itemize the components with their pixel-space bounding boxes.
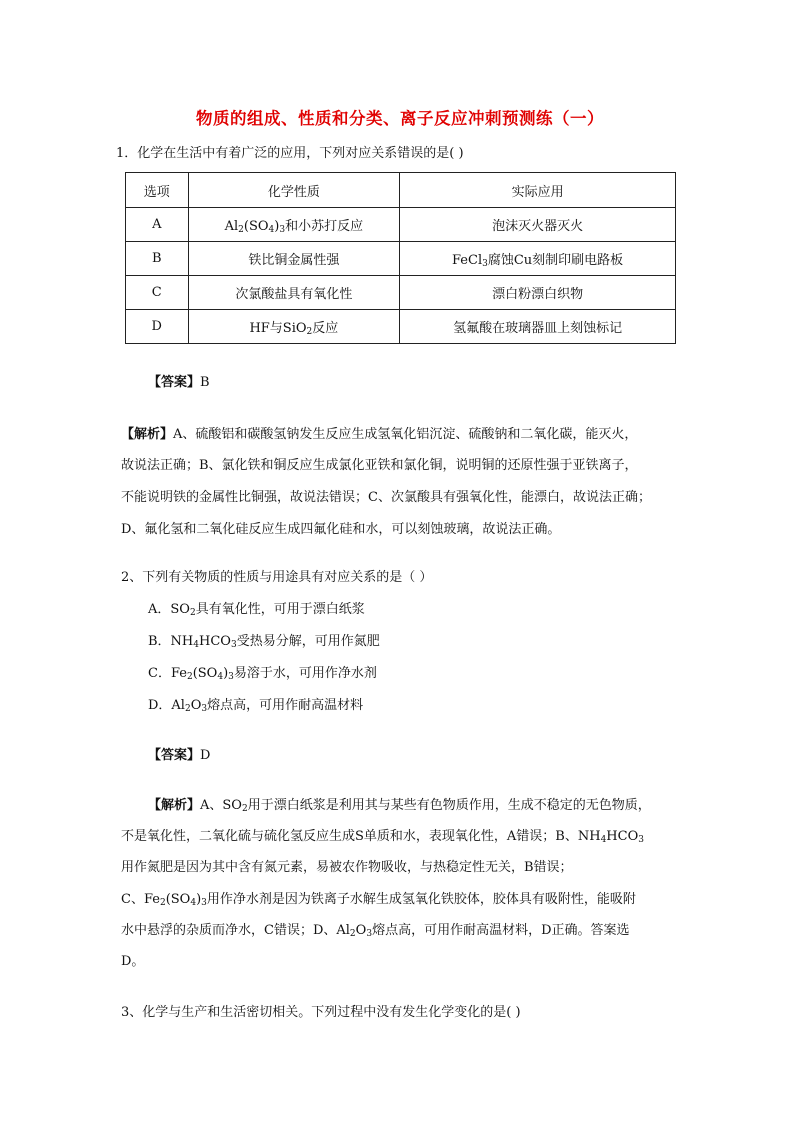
- q2-answer: 【答案】D: [148, 748, 211, 763]
- header-option: 选项: [126, 173, 189, 208]
- q1-answer: 【答案】B: [148, 375, 210, 390]
- q2-analysis-line-4: C、$Fe_2(SO_4)_3$用作净水剂是因为铁离子水解生成氢氧化铁胶体，胶体具有吸附性，能吸附: [121, 892, 636, 908]
- row-property: HF与SiO$_2$反应: [188, 310, 400, 344]
- q2-question: 2、下列有关物质的性质与用途具有对应关系的是（ ）: [121, 570, 433, 585]
- q2-analysis-line-5: 水中悬浮的杂质而净水，C错误；D、$Al_2O_3$熔点高，可用作耐高温材料，D正确。答案选: [121, 923, 630, 939]
- row-option: C: [126, 276, 189, 310]
- q2-analysis-line-3: 用作氮肥是因为其中含有氮元素，易被农作物吸收，与热稳定性无关，B错误；: [121, 860, 573, 875]
- q2-option-b: B．$NH_4HCO_3$受热易分解，可用作氮肥: [148, 634, 380, 650]
- q3-question: 3、化学与生产和生活密切相关。下列过程中没有发生化学变化的是( ): [121, 1005, 521, 1020]
- table-row: [126, 242, 676, 276]
- table-row: [126, 310, 676, 344]
- row-application: 泡沫灭火器灭火: [400, 208, 676, 242]
- header-chem-property: 化学性质: [188, 173, 400, 208]
- row-application: 氢氟酸在玻璃器皿上刻蚀标记: [400, 310, 676, 344]
- q2-option-a: A．$SO_2$具有氧化性，可用于漂白纸浆: [148, 602, 365, 618]
- q1-question: 1．化学在生活中有着广泛的应用，下列对应关系错误的是( ): [116, 146, 464, 161]
- table-row: [126, 276, 676, 310]
- q2-analysis-line-2: 不是氧化性，二氧化硫与硫化氢反应生成S单质和水，表现氧化性，A错误；B、$NH_4HCO_3$: [121, 829, 644, 845]
- row-property: 铁比铜金属性强: [188, 242, 400, 276]
- q1-analysis-line-1: 【解析】A、硫酸铝和碳酸氢钠发生反应生成氢氧化铝沉淀、硫酸钠和二氧化碳，能灭火，: [121, 427, 638, 442]
- q1-analysis-line-2: 故说法正确；B、氯化铁和铜反应生成氯化亚铁和氯化铜，说明铜的还原性强于亚铁离子，: [121, 458, 638, 473]
- q1-analysis-line-3: 不能说明铁的金属性比铜强，故说法错误；C、次氯酸具有强氧化性，能漂白，故说法正确；: [121, 490, 651, 505]
- page-title: 物质的组成、性质和分类、离子反应冲刺预测练（一）: [196, 109, 604, 128]
- row-application: FeCl$_3$腐蚀Cu刻制印刷电路板: [400, 242, 676, 276]
- row-option: D: [126, 310, 189, 344]
- q1-table-header: [126, 173, 676, 208]
- row-option: A: [126, 208, 189, 242]
- row-option: B: [126, 242, 189, 276]
- header-application: 实际应用: [400, 173, 676, 208]
- q1-table: [125, 172, 676, 344]
- q1-analysis-line-4: D、氟化氢和二氧化硅反应生成四氟化硅和水，可以刻蚀玻璃，故说法正确。: [121, 522, 561, 537]
- table-row: [126, 208, 676, 242]
- row-application: 漂白粉漂白织物: [400, 276, 676, 310]
- row-property: $Al_2(SO_4)_3$和小苏打反应: [188, 208, 400, 242]
- row-property: 次氯酸盐具有氧化性: [188, 276, 400, 310]
- q2-option-d: D．$Al_2O_3$熔点高，可用作耐高温材料: [148, 698, 364, 714]
- q2-analysis-line-1: 【解析】A、$SO_2$用于漂白纸浆是利用其与某些有色物质作用，生成不稳定的无色物质，: [148, 798, 651, 814]
- q2-option-c: C．$Fe_2(SO_4)_3$易溶于水，可用作净水剂: [148, 666, 377, 682]
- q2-analysis-line-6: D。: [121, 954, 145, 969]
